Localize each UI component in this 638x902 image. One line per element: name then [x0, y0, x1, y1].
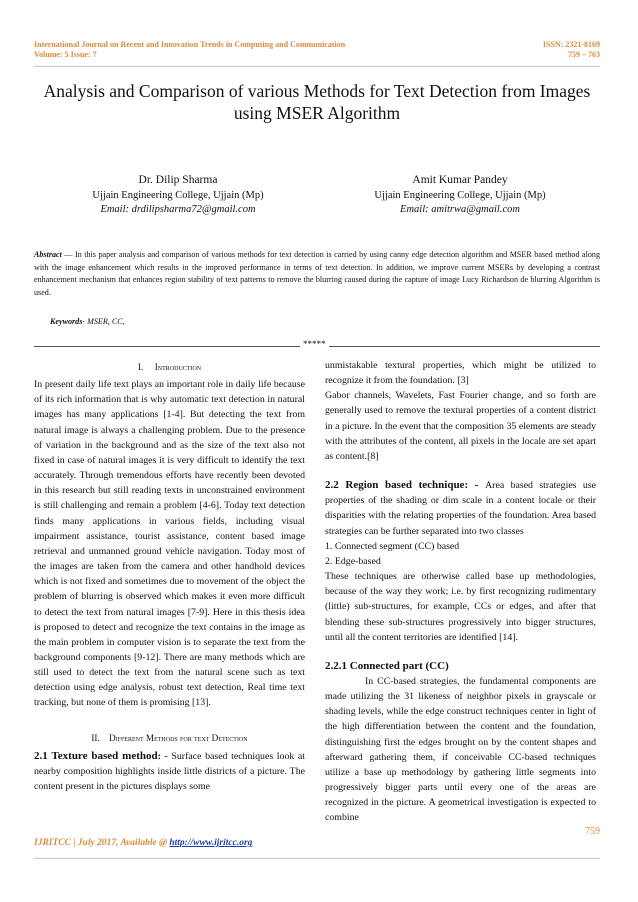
keywords-label: Keywords- [50, 317, 86, 326]
subsection-2-1-body: Surface based techniques look at nearby composition highlights inside little districts of a picture. The content present in the pictures displays some [34, 750, 305, 793]
footer-link[interactable]: http://www.ijritcc.org [169, 838, 253, 848]
subsection-2-1 [34, 749, 305, 794]
journal-pages: 759 – 763 [568, 50, 600, 59]
keywords-text: MSER, CC, [85, 317, 125, 326]
author-1-email: Email: drdilipsharma72@gmail.com [100, 204, 256, 215]
header-divider [34, 66, 600, 67]
keywords [50, 317, 125, 326]
texture-continuation: unmistakable textural properties, which might be utilized to recognize it from the foundation. [3] [325, 360, 596, 387]
author-2-name: Amit Kumar Pandey [412, 174, 508, 186]
subsection-2-2 [325, 478, 596, 539]
subsection-2-1-separator: : - [157, 750, 172, 762]
page-number: 759 [585, 826, 600, 837]
region-paragraph: These techniques are otherwise called base up methodologies, because of the way they work; i.e. by first recognizing rudimentary (little) sub-structures, for example, CCs or edges, and after that blending these sub-structures progressively into bigger structures, until all the content territories are identified [14]. [325, 571, 596, 643]
journal-name: International Journal on Recent and Innovation Trends in Computing and Communication [34, 40, 346, 49]
paper-title: Analysis and Comparison of various Methods for Text Detection from Images using MSER Algorithm [43, 81, 591, 123]
footer-divider [34, 858, 600, 859]
author-1-affiliation: Ujjain Engineering College, Ujjain (Mp) [92, 190, 264, 201]
right-column [325, 358, 596, 826]
journal-issn-block [543, 40, 600, 60]
left-column [34, 358, 305, 794]
section-1-title: Introduction [154, 362, 202, 372]
list-item: 2. Edge-based [325, 555, 381, 567]
section-2-title: Different Methods for text Detection [108, 732, 248, 743]
section-1-body: In present daily life text plays an important role in daily life because of its rich information that is why automatic text detection in natural images has many applications [1-4]. But detecting the text from natural image is always a challenging problem. Due to the presence of variation in the background and as the size of the text also not fixed in case of natural images it is very difficult to identify the text accurately. Through tremendous efforts have recently been devoted in this research but still reading texts in unconstrained environment is still challenging and remain a problem [4-6]. Today text detection finds many applications in various fields, including visual impairment assistance, tourist assistance, content based image retrieval and unmanned ground vehicle navigation. Today most of the images are taken from the camera and other handhold devices which is not fixed and sometimes due to movement of the object the problem of blurring is observed which makes it even more difficult to detect the text from natural images [7-9]. Here in this thesis idea is proposed to detect and recognize the text contains in the image as the main problem in computer vision is to separate the text from the background components [9-12]. There are many methods which are still used to detect the text from the natural scene such as text detection using edge analysis, robust text detection, Real time text tracking, but none of them is promising [13]. [34, 379, 305, 709]
subsection-2-2-body: Area based strategies use properties of the shading or dim scale in a content locale or their disparities with the relating properties of the foundation. Area based strategies can be further separated into two classes [325, 480, 597, 537]
separator-stars: ***** [300, 339, 329, 349]
list-item: 1. Connected segment (CC) based [325, 540, 460, 552]
subsection-2-2-1-body: In CC-based strategies, the fundamental components are made utilizing the 31 likeness of neighbor pixels in grayscale or shading levels, while the edge construct techniques center in light of the high differentiation between the content and the foundation, distinguishing first the edges brought on by the content shapes and afterward gathering them, if conceivable CC-based techniques utilize a base up methodology by gathering little segments into progressively bigger parts until every one of the areas are recognized in the picture. A geometrical investigation is expected to combine [325, 675, 596, 824]
author-1-name: Dr. Dilip Sharma [138, 174, 218, 186]
subsection-2-2-title: 2.2 Region based technique: - [325, 479, 486, 492]
subsection-2-2-1-title: 2.2.1 Connected part (CC) [325, 659, 449, 672]
footer-text: IJRITCC | July 2017, Available @ [34, 838, 170, 848]
author-2-affiliation: Ujjain Engineering College, Ujjain (Mp) [374, 190, 546, 201]
section-2-number: II. [91, 732, 100, 743]
section-1-number: I. [137, 362, 144, 372]
journal-volume: Volume: 5 Issue: 7 [34, 50, 97, 59]
section-1-heading [34, 360, 305, 375]
journal-header [34, 40, 345, 60]
abstract-label: Abstract [34, 250, 62, 259]
author-2-email: Email: amitrwa@gmail.com [400, 204, 520, 215]
author-1 [48, 173, 308, 217]
abstract [34, 249, 600, 299]
subsection-2-1-title: 2.1 Texture based method [34, 749, 158, 762]
section-2-heading [34, 731, 305, 746]
journal-issn: ISSN: 2321-8169 [542, 40, 600, 49]
author-2 [330, 173, 590, 217]
abstract-text: — In this paper analysis and comparison of various methods for text detection is carried by using canny edge detection algorithm and MSER based method along with the image enhancement which results in the improved performance in terms of text detection. In addition, we improve current MSERs by developing a contrast enhancement mechanism that enhances region stability of text patterns to remove the blurring caused during the capture of image Lucy Richardson de blurring Algorithm is used. [34, 250, 600, 297]
gabor-paragraph: Gabor channels, Wavelets, Fast Fourier change, and so forth are generally used to remove the textural properties of a content district in a picture. In the event that the composition 35 elements are steady with the attributes of the content, all pixels in the locale are set apart as content.[8] [325, 390, 596, 462]
footer [34, 838, 252, 848]
